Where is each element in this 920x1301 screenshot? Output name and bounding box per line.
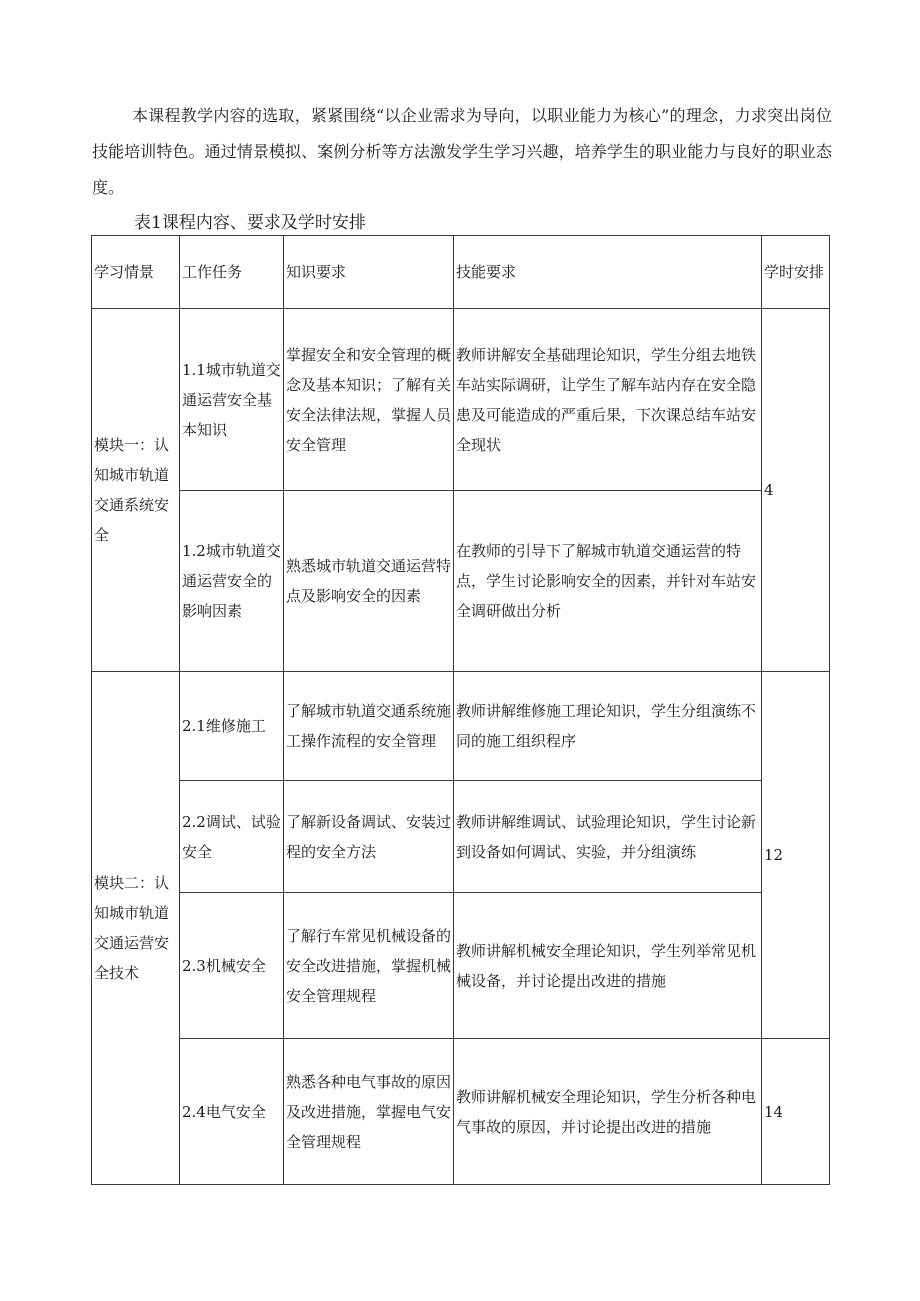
knowledge-1-1: 掌握安全和安全管理的概念及基本知识；了解有关安全法律法规，掌握人员安全管理 [284,309,454,491]
skill-2-4: 教师讲解机械安全理论知识，学生分析各种电气事故的原因，并讨论提出改进的措施 [454,1039,762,1185]
knowledge-2-2: 了解新设备调试、安装过程的安全方法 [284,781,454,893]
knowledge-2-1: 了解城市轨道交通系统施工操作流程的安全管理 [284,672,454,781]
table-row [92,781,830,893]
intro-paragraph: 本课程教学内容的选取，紧紧围绕“以企业需求为导向，以职业能力为核心”的理念，力求突出岗位技能培训特色。通过情景模拟、案例分析等方法激发学生学习兴趣，培养学生的职业能力与良好的职业态度。 [92,106,832,197]
skill-1-2: 在教师的引导下了解城市轨道交通运营的特点，学生讨论影响安全的因素，并针对车站安全调研做出分析 [454,491,762,672]
task-1-2: 1.2城市轨道交通运营安全的影响因素 [180,491,284,672]
task-2-4: 2.4电气安全 [180,1039,284,1185]
table-row [92,309,830,491]
table-row [92,491,830,672]
header-knowledge: 知识要求 [284,236,454,309]
knowledge-2-4: 熟悉各种电气事故的原因及改进措施，掌握电气安全管理规程 [284,1039,454,1185]
task-2-1: 2.1维修施工 [180,672,284,781]
module-2-name: 模块二：认知城市轨道交通运营安全技术 [92,672,180,1185]
course-table [91,235,830,1185]
task-2-3: 2.3机械安全 [180,893,284,1039]
header-task: 工作任务 [180,236,284,309]
table-caption: 表1课程内容、要求及学时安排 [134,213,366,233]
knowledge-2-3: 了解行车常见机械设备的安全改进措施，掌握机械安全管理规程 [284,893,454,1039]
skill-2-2: 教师讲解维调试、试验理论知识，学生讨论新到设备如何调试、实验，并分组演练 [454,781,762,893]
skill-2-1: 教师讲解维修施工理论知识，学生分组演练不同的施工组织程序 [454,672,762,781]
table-row [92,1039,830,1185]
header-skill: 技能要求 [454,236,762,309]
header-scenario: 学习情景 [92,236,180,309]
table-row [92,893,830,1039]
table-row [92,672,830,781]
task-2-2: 2.2调试、试验安全 [180,781,284,893]
skill-1-1: 教师讲解安全基础理论知识，学生分组去地铁车站实际调研，让学生了解车站内存在安全隐患及可能造成的严重后果，下次课总结车站安全现状 [454,309,762,491]
module-2-hours: 12 [762,672,830,1039]
skill-2-3: 教师讲解机械安全理论知识，学生列举常见机械设备，并讨论提出改进的措施 [454,893,762,1039]
module-1-name: 模块一：认知城市轨道交通系统安全 [92,309,180,672]
task-2-4-hours: 14 [762,1039,830,1185]
knowledge-1-2: 熟悉城市轨道交通运营特点及影响安全的因素 [284,491,454,672]
module-1-hours: 4 [762,309,830,672]
header-hours: 学时安排 [762,236,830,309]
task-1-1: 1.1城市轨道交通运营安全基本知识 [180,309,284,491]
table-header-row [92,236,830,309]
